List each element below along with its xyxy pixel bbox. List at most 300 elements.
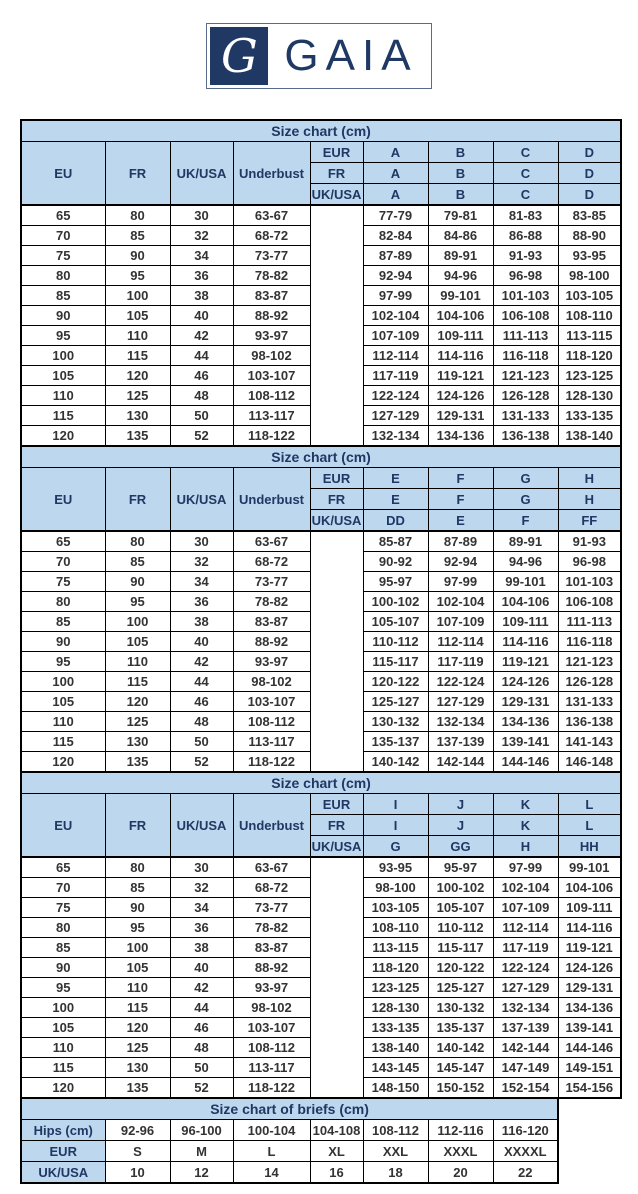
briefs-value-cell: 20 [428,1162,493,1184]
eu-value-cell: 120 [21,426,105,447]
cup-range-cell: 123-125 [363,978,428,998]
chart-title: Size chart (cm) [21,446,621,468]
underbust-value-cell: 68-72 [233,878,310,898]
cup-range-cell: 142-144 [493,1038,558,1058]
cup-range-cell: 123-125 [558,366,621,386]
cup-range-cell: 128-130 [558,386,621,406]
bra-size-row [21,857,621,878]
briefs-value-cell: 112-116 [428,1120,493,1141]
eu-value-cell: 105 [21,692,105,712]
eu-value-cell: 110 [21,1038,105,1058]
cup-range-cell: 136-138 [493,426,558,447]
cup-range-cell: 97-99 [428,572,493,592]
eu-value-cell: 90 [21,958,105,978]
fr-value-cell: 90 [105,246,170,266]
ukusa-value-cell: 44 [170,998,233,1018]
underbust-value-cell: 83-87 [233,938,310,958]
underbust-value-cell: 118-122 [233,426,310,447]
cup-range-cell: 102-104 [493,878,558,898]
cup-range-cell: 106-108 [493,306,558,326]
underbust-value-cell: 118-122 [233,752,310,773]
cup-range-cell: 125-127 [428,978,493,998]
ukusa-value-cell: 30 [170,205,233,226]
cup-range-cell: 133-135 [558,406,621,426]
col-header-underbust: Underbust [233,794,310,858]
cup-letter-cell: G [363,836,428,858]
cup-range-cell: 131-133 [493,406,558,426]
cup-range-cell: 127-129 [493,978,558,998]
eu-value-cell: 115 [21,406,105,426]
col-header-underbust: Underbust [233,468,310,532]
underbust-value-cell: 63-67 [233,205,310,226]
briefs-value-cell: XXXL [428,1141,493,1162]
cup-letter-cell: D [558,142,621,163]
ukusa-value-cell: 44 [170,672,233,692]
cup-range-cell: 99-101 [558,857,621,878]
eu-value-cell: 75 [21,898,105,918]
underbust-value-cell: 73-77 [233,572,310,592]
briefs-value-cell: 10 [105,1162,170,1184]
col-header-ukusa: UK/USA [170,142,233,206]
cup-range-cell: 125-127 [363,692,428,712]
ukusa-value-cell: 40 [170,306,233,326]
briefs-value-cell: XL [310,1141,363,1162]
cup-range-cell: 141-143 [558,732,621,752]
cup-range-cell: 119-121 [558,938,621,958]
underbust-value-cell: 98-102 [233,346,310,366]
cup-range-cell: 132-134 [493,998,558,1018]
cup-range-cell: 152-154 [493,1078,558,1099]
underbust-value-cell: 113-117 [233,406,310,426]
eu-value-cell: 90 [21,632,105,652]
ukusa-value-cell: 44 [170,346,233,366]
cup-letter-cell: B [428,163,493,184]
logo-brand-text: GAIA [284,31,418,80]
fr-value-cell: 100 [105,286,170,306]
header-row [21,794,621,815]
cup-range-cell: 126-128 [493,386,558,406]
eu-value-cell: 85 [21,938,105,958]
col-header-fr: FR [105,142,170,206]
cup-letter-cell: D [558,163,621,184]
cup-range-cell: 127-129 [428,692,493,712]
cup-range-cell: 95-97 [363,572,428,592]
underbust-value-cell: 98-102 [233,998,310,1018]
cup-range-cell: 84-86 [428,226,493,246]
eu-value-cell: 85 [21,286,105,306]
ukusa-value-cell: 46 [170,692,233,712]
bra-size-row [21,205,621,226]
cup-range-cell: 140-142 [363,752,428,773]
cup-range-cell: 93-95 [363,857,428,878]
cup-range-cell: 100-102 [363,592,428,612]
cup-range-cell: 83-85 [558,205,621,226]
cup-range-cell: 104-106 [558,878,621,898]
underbust-value-cell: 83-87 [233,286,310,306]
briefs-value-cell: 96-100 [170,1120,233,1141]
underbust-value-cell: 108-112 [233,386,310,406]
cup-range-cell: 99-101 [428,286,493,306]
cup-letter-cell: I [363,794,428,815]
cup-range-cell: 95-97 [428,857,493,878]
cup-letter-cell: A [363,184,428,206]
region-label-cell: EUR [310,468,363,489]
ukusa-value-cell: 32 [170,552,233,572]
cup-range-cell: 119-121 [493,652,558,672]
fr-value-cell: 130 [105,1058,170,1078]
col-header-eu: EU [21,142,105,206]
briefs-value-cell: XXL [363,1141,428,1162]
ukusa-value-cell: 48 [170,1038,233,1058]
cup-letter-cell: D [558,184,621,206]
eu-value-cell: 100 [21,998,105,1018]
cup-letter-cell: A [363,142,428,163]
briefs-value-cell: S [105,1141,170,1162]
cup-range-cell: 137-139 [493,1018,558,1038]
cup-range-cell: 121-123 [493,366,558,386]
underbust-value-cell: 118-122 [233,1078,310,1099]
cup-range-cell: 124-126 [493,672,558,692]
cup-range-cell: 112-114 [493,918,558,938]
fr-value-cell: 95 [105,918,170,938]
cup-range-cell: 85-87 [363,531,428,552]
cup-range-cell: 87-89 [428,531,493,552]
eu-value-cell: 75 [21,246,105,266]
ukusa-value-cell: 30 [170,857,233,878]
chart-title: Size chart (cm) [21,120,621,142]
header-row [21,142,621,163]
eu-value-cell: 120 [21,752,105,773]
cup-range-cell: 106-108 [558,592,621,612]
cup-range-cell: 135-137 [428,1018,493,1038]
cup-letter-cell: F [428,489,493,510]
ukusa-value-cell: 36 [170,592,233,612]
cup-range-cell: 117-119 [363,366,428,386]
cup-range-cell: 144-146 [493,752,558,773]
cup-range-cell: 93-95 [558,246,621,266]
briefs-row-label: Hips (cm) [21,1120,105,1141]
fr-value-cell: 105 [105,958,170,978]
cup-range-cell: 119-121 [428,366,493,386]
underbust-value-cell: 88-92 [233,632,310,652]
fr-value-cell: 115 [105,998,170,1018]
fr-value-cell: 85 [105,226,170,246]
underbust-value-cell: 113-117 [233,732,310,752]
cup-letter-cell: E [428,510,493,532]
ukusa-value-cell: 38 [170,938,233,958]
fr-value-cell: 110 [105,326,170,346]
cup-range-cell: 105-107 [363,612,428,632]
cup-range-cell: 148-150 [363,1078,428,1099]
cup-range-cell: 144-146 [558,1038,621,1058]
cup-range-cell: 132-134 [363,426,428,447]
cup-range-cell: 150-152 [428,1078,493,1099]
cup-range-cell: 142-144 [428,752,493,773]
col-header-fr: FR [105,794,170,858]
ukusa-value-cell: 40 [170,958,233,978]
underbust-value-cell: 93-97 [233,978,310,998]
cup-range-cell: 89-91 [428,246,493,266]
cup-letter-cell: FF [558,510,621,532]
eu-value-cell: 95 [21,652,105,672]
ukusa-value-cell: 52 [170,426,233,447]
cup-range-cell: 103-105 [363,898,428,918]
cup-range-cell: 149-151 [558,1058,621,1078]
ukusa-value-cell: 36 [170,918,233,938]
underbust-value-cell: 108-112 [233,1038,310,1058]
ukusa-value-cell: 30 [170,531,233,552]
cup-letter-cell: L [558,794,621,815]
ukusa-value-cell: 38 [170,612,233,632]
cup-range-cell: 109-111 [428,326,493,346]
cup-letter-cell: H [493,836,558,858]
briefs-value-cell: 100-104 [233,1120,310,1141]
cup-range-cell: 87-89 [363,246,428,266]
eu-value-cell: 75 [21,572,105,592]
ukusa-value-cell: 52 [170,752,233,773]
cup-range-cell: 107-109 [363,326,428,346]
cup-range-cell: 118-120 [363,958,428,978]
cup-letter-cell: A [363,163,428,184]
cup-range-cell: 116-118 [558,632,621,652]
ukusa-value-cell: 34 [170,898,233,918]
cup-range-cell: 111-113 [493,326,558,346]
cup-range-cell: 109-111 [493,612,558,632]
ukusa-value-cell: 50 [170,732,233,752]
cup-letter-cell: B [428,184,493,206]
cup-range-cell: 113-115 [558,326,621,346]
brand-logo [206,23,431,89]
col-header-eu: EU [21,794,105,858]
cup-range-cell: 91-93 [558,531,621,552]
cup-range-cell: 108-110 [363,918,428,938]
cup-range-cell: 122-124 [428,672,493,692]
cup-range-cell: 120-122 [428,958,493,978]
spacer-cell [310,205,363,446]
underbust-value-cell: 113-117 [233,1058,310,1078]
briefs-value-cell: M [170,1141,233,1162]
briefs-row-label: UK/USA [21,1162,105,1184]
cup-range-cell: 145-147 [428,1058,493,1078]
cup-range-cell: 138-140 [363,1038,428,1058]
cup-range-cell: 112-114 [428,632,493,652]
cup-range-cell: 94-96 [428,266,493,286]
ukusa-value-cell: 46 [170,366,233,386]
cup-range-cell: 115-117 [428,938,493,958]
underbust-value-cell: 78-82 [233,266,310,286]
cup-range-cell: 136-138 [558,712,621,732]
cup-range-cell: 101-103 [558,572,621,592]
cup-range-cell: 130-132 [428,998,493,1018]
briefs-row-label: EUR [21,1141,105,1162]
fr-value-cell: 90 [105,898,170,918]
eu-value-cell: 90 [21,306,105,326]
cup-letter-cell: K [493,794,558,815]
ukusa-value-cell: 34 [170,246,233,266]
cup-letter-cell: C [493,184,558,206]
cup-range-cell: 97-99 [493,857,558,878]
fr-value-cell: 120 [105,366,170,386]
briefs-value-cell: 18 [363,1162,428,1184]
cup-range-cell: 90-92 [363,552,428,572]
fr-value-cell: 120 [105,1018,170,1038]
eu-value-cell: 105 [21,1018,105,1038]
eu-value-cell: 70 [21,226,105,246]
fr-value-cell: 95 [105,266,170,286]
eu-value-cell: 110 [21,712,105,732]
cup-range-cell: 134-136 [558,998,621,1018]
briefs-row [21,1141,558,1162]
cup-range-cell: 98-100 [363,878,428,898]
underbust-value-cell: 63-67 [233,531,310,552]
briefs-value-cell: 22 [493,1162,558,1184]
cup-range-cell: 122-124 [493,958,558,978]
cup-letter-cell: H [558,489,621,510]
region-label-cell: UK/USA [310,184,363,206]
cup-letter-cell: C [493,163,558,184]
cup-letter-cell: GG [428,836,493,858]
cup-letter-cell: L [558,815,621,836]
eu-value-cell: 110 [21,386,105,406]
underbust-value-cell: 73-77 [233,898,310,918]
cup-range-cell: 147-149 [493,1058,558,1078]
briefs-value-cell: 14 [233,1162,310,1184]
ukusa-value-cell: 46 [170,1018,233,1038]
ukusa-value-cell: 42 [170,326,233,346]
eu-value-cell: 70 [21,878,105,898]
briefs-value-cell: L [233,1141,310,1162]
region-label-cell: FR [310,489,363,510]
fr-value-cell: 90 [105,572,170,592]
eu-value-cell: 65 [21,857,105,878]
cup-range-cell: 132-134 [428,712,493,732]
cup-range-cell: 143-145 [363,1058,428,1078]
fr-value-cell: 115 [105,672,170,692]
cup-range-cell: 108-110 [558,306,621,326]
bra-size-chart-2 [20,445,622,773]
chart-title: Size chart (cm) [21,772,621,794]
fr-value-cell: 125 [105,1038,170,1058]
fr-value-cell: 135 [105,752,170,773]
cup-range-cell: 137-139 [428,732,493,752]
briefs-size-chart [20,1097,559,1184]
ukusa-value-cell: 48 [170,712,233,732]
fr-value-cell: 100 [105,938,170,958]
briefs-value-cell: 104-108 [310,1120,363,1141]
region-label-cell: UK/USA [310,510,363,532]
cup-range-cell: 129-131 [428,406,493,426]
cup-letter-cell: HH [558,836,621,858]
briefs-value-cell: XXXXL [493,1141,558,1162]
cup-range-cell: 121-123 [558,652,621,672]
cup-letter-cell: DD [363,510,428,532]
ukusa-value-cell: 38 [170,286,233,306]
underbust-value-cell: 103-107 [233,366,310,386]
cup-range-cell: 135-137 [363,732,428,752]
cup-range-cell: 127-129 [363,406,428,426]
underbust-value-cell: 88-92 [233,306,310,326]
underbust-value-cell: 98-102 [233,672,310,692]
eu-value-cell: 85 [21,612,105,632]
ukusa-value-cell: 42 [170,978,233,998]
col-header-fr: FR [105,468,170,532]
underbust-value-cell: 93-97 [233,652,310,672]
spacer-cell [310,857,363,1098]
logo-row [0,0,638,119]
underbust-value-cell: 108-112 [233,712,310,732]
cup-range-cell: 133-135 [363,1018,428,1038]
briefs-row [21,1162,558,1184]
region-label-cell: EUR [310,142,363,163]
region-label-cell: EUR [310,794,363,815]
ukusa-value-cell: 50 [170,1058,233,1078]
ukusa-value-cell: 40 [170,632,233,652]
underbust-value-cell: 73-77 [233,246,310,266]
underbust-value-cell: 103-107 [233,1018,310,1038]
cup-range-cell: 107-109 [493,898,558,918]
cup-range-cell: 86-88 [493,226,558,246]
underbust-value-cell: 103-107 [233,692,310,712]
bra-size-chart-1 [20,119,622,447]
cup-letter-cell: B [428,142,493,163]
fr-value-cell: 80 [105,205,170,226]
cup-letter-cell: C [493,142,558,163]
eu-value-cell: 120 [21,1078,105,1099]
cup-range-cell: 139-141 [493,732,558,752]
ukusa-value-cell: 36 [170,266,233,286]
col-header-underbust: Underbust [233,142,310,206]
ukusa-value-cell: 50 [170,406,233,426]
fr-value-cell: 135 [105,426,170,447]
briefs-value-cell: 108-112 [363,1120,428,1141]
eu-value-cell: 65 [21,531,105,552]
cup-range-cell: 124-126 [558,958,621,978]
cup-range-cell: 130-132 [363,712,428,732]
cup-letter-cell: F [428,468,493,489]
fr-value-cell: 130 [105,732,170,752]
briefs-value-cell: 12 [170,1162,233,1184]
cup-range-cell: 114-116 [428,346,493,366]
header-row [21,468,621,489]
underbust-value-cell: 78-82 [233,592,310,612]
fr-value-cell: 110 [105,978,170,998]
cup-range-cell: 82-84 [363,226,428,246]
eu-value-cell: 105 [21,366,105,386]
cup-range-cell: 120-122 [363,672,428,692]
cup-letter-cell: H [558,468,621,489]
briefs-value-cell: 16 [310,1162,363,1184]
cup-range-cell: 111-113 [558,612,621,632]
cup-range-cell: 92-94 [428,552,493,572]
eu-value-cell: 95 [21,326,105,346]
cup-range-cell: 104-106 [428,306,493,326]
cup-range-cell: 94-96 [493,552,558,572]
cup-range-cell: 116-118 [493,346,558,366]
cup-range-cell: 79-81 [428,205,493,226]
cup-range-cell: 146-148 [558,752,621,773]
cup-range-cell: 99-101 [493,572,558,592]
ukusa-value-cell: 48 [170,386,233,406]
underbust-value-cell: 83-87 [233,612,310,632]
col-header-eu: EU [21,468,105,532]
cup-range-cell: 103-105 [558,286,621,306]
cup-range-cell: 97-99 [363,286,428,306]
cup-range-cell: 140-142 [428,1038,493,1058]
cup-range-cell: 115-117 [363,652,428,672]
region-label-cell: UK/USA [310,836,363,858]
cup-range-cell: 102-104 [363,306,428,326]
cup-range-cell: 117-119 [428,652,493,672]
